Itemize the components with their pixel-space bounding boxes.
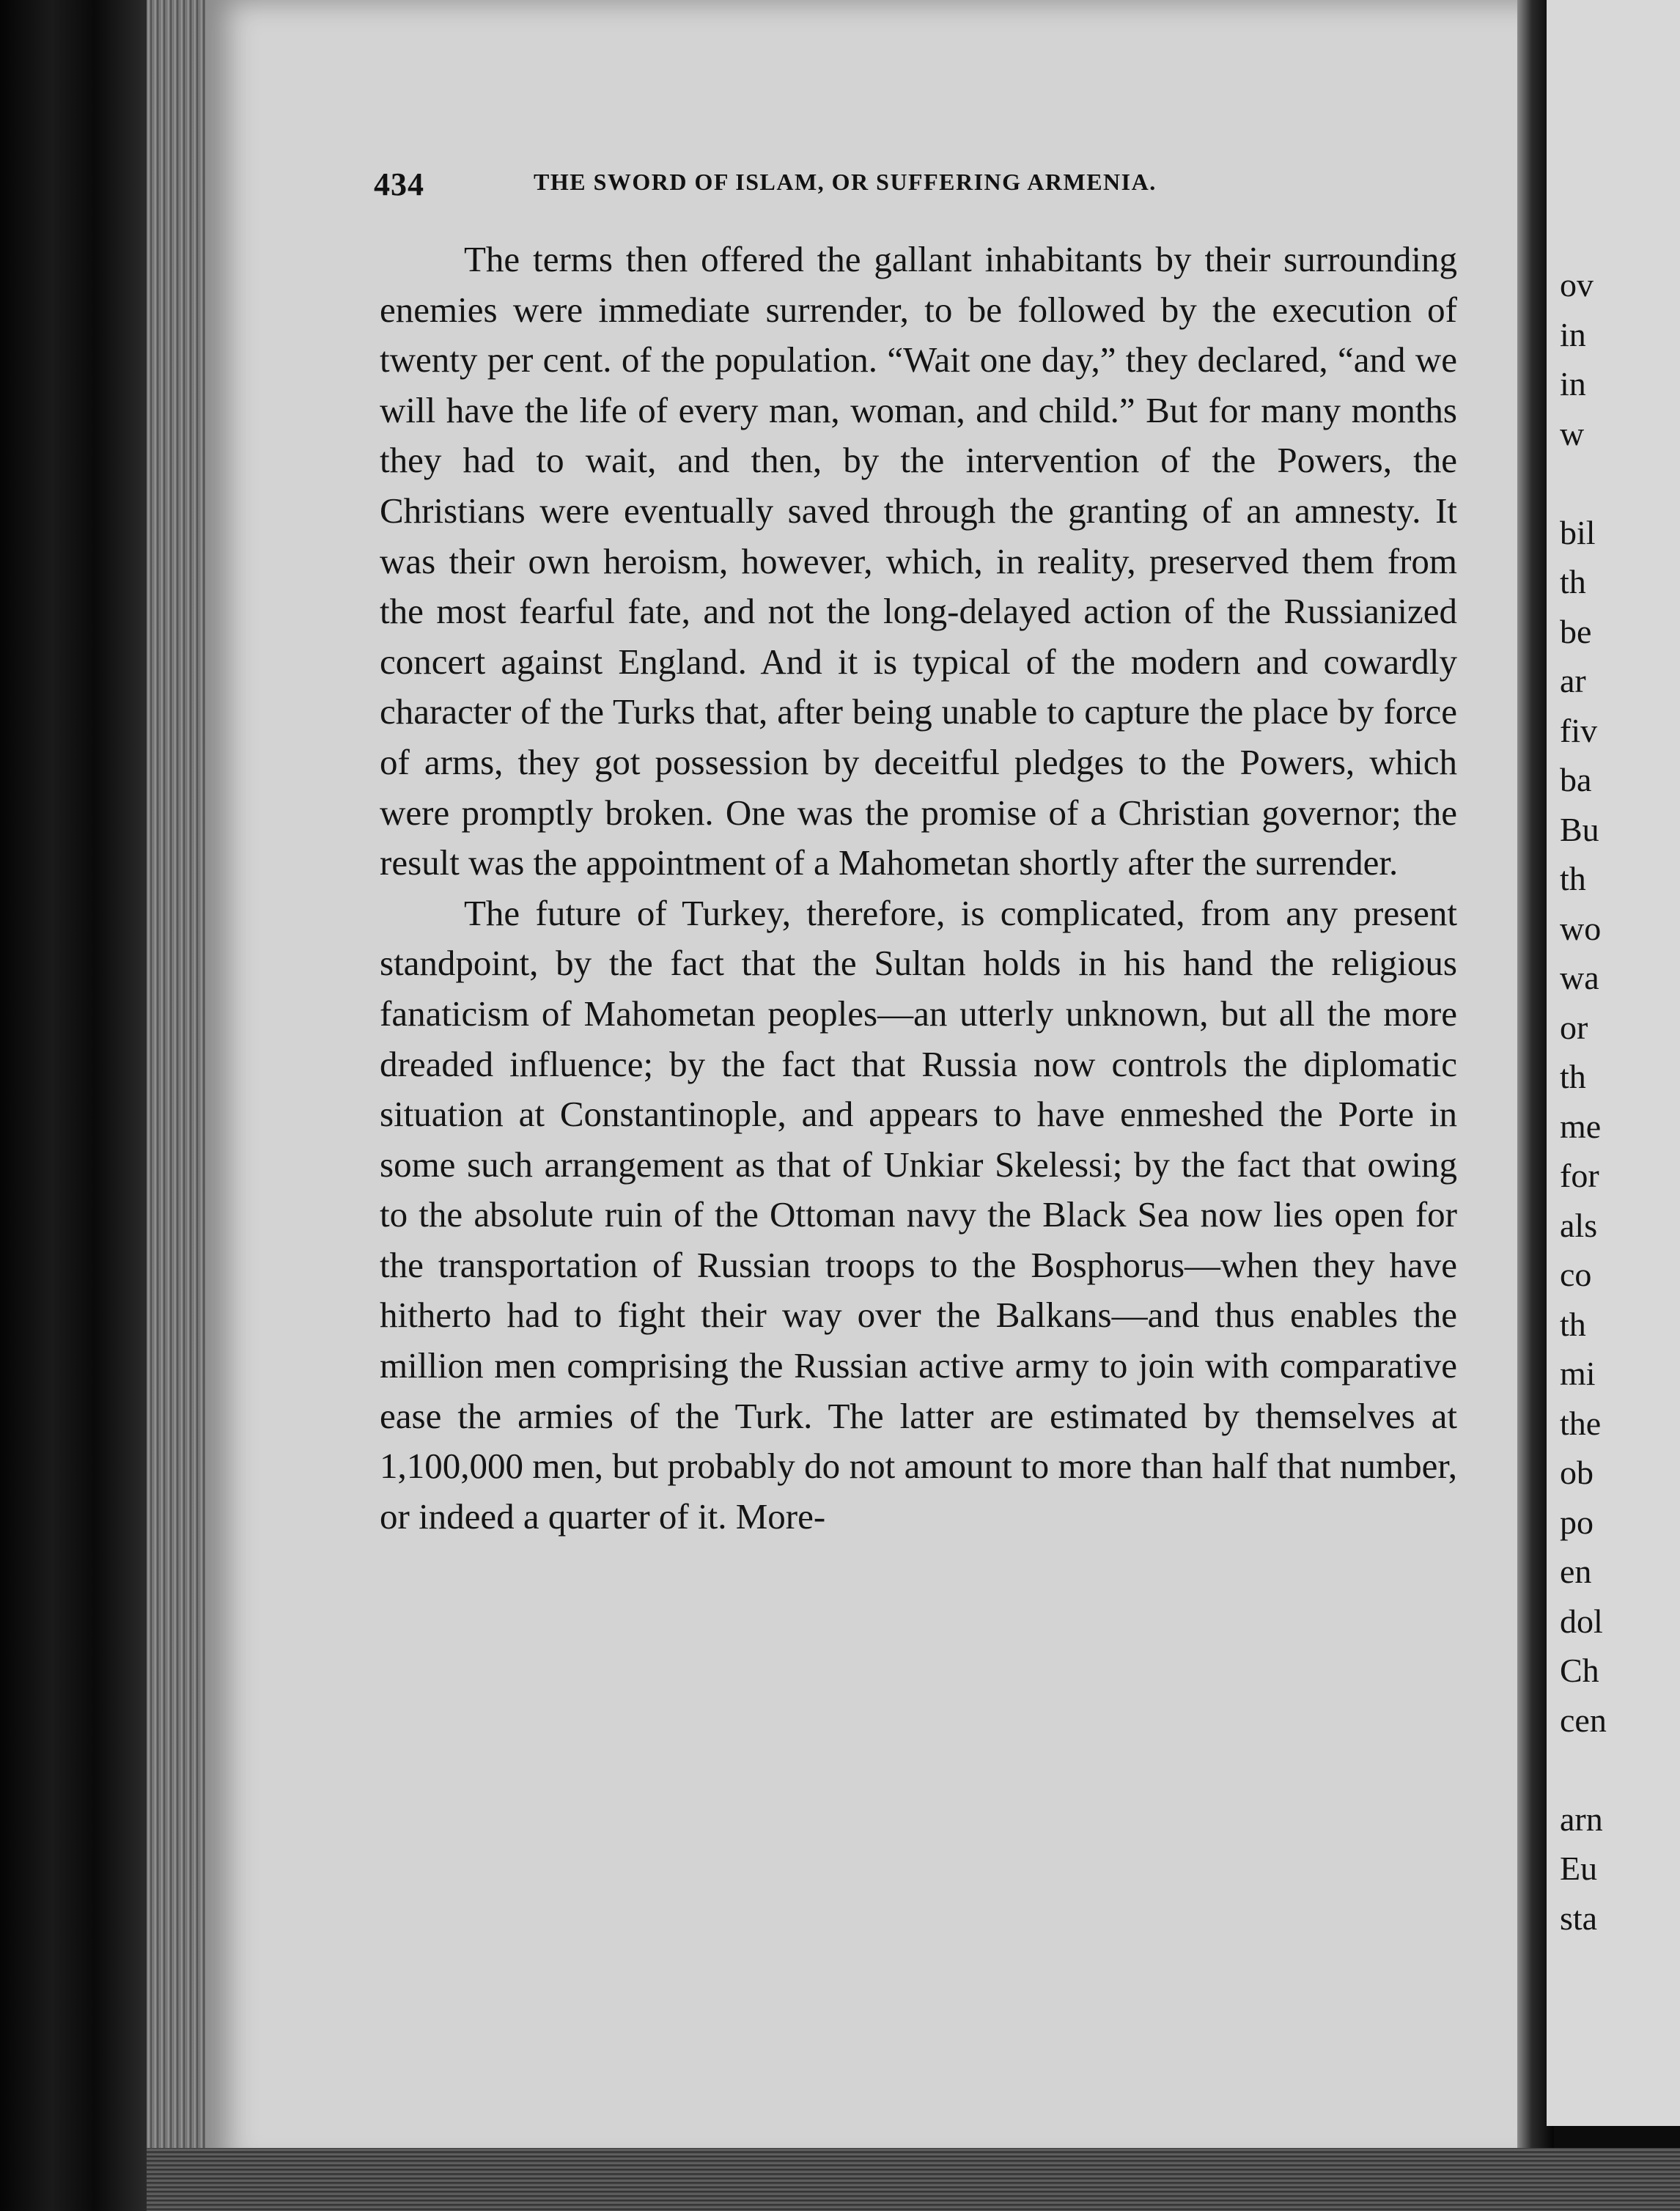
next-page-fragment: wa <box>1560 959 1599 996</box>
next-page-fragment: be <box>1560 612 1592 650</box>
next-page-fragment: als <box>1560 1206 1598 1244</box>
paragraph: The future of Turkey, therefore, is complicated, from any present standpoint, by the fact that the Sultan holds in his hand the religious fanaticism of Mahometan peoples—an utterly unknown, but all the more dreaded influence; by the fact that Russia now controls the diplomatic situation at Constantinople, and appears to have enmeshed the Porte in some such arrangement as that of Unkiar Skelessi; by the fact that owing to the absolute ruin of the Ottoman navy the Black Sea now lies open for the transportation of Russian troops to the Bosphorus—when they have hitherto had to fight their way over the Balkans—and thus enables the million men comprising the Russian active army to join with comparative ease the armies of the Turk. The latter are estimated by themselves at 1,100,000 men, but probably do not amount to more than half that number, or indeed a quarter of it. More- <box>380 892 1457 1537</box>
page-edges <box>147 0 213 2211</box>
next-page-fragment: Ch <box>1560 1652 1599 1689</box>
next-page-fragment: ba <box>1560 761 1592 798</box>
next-page-fragment: fiv <box>1560 711 1598 749</box>
next-page-fragment: in <box>1560 315 1586 353</box>
next-page-fragment: or <box>1560 1008 1588 1046</box>
body-text <box>380 235 1457 1542</box>
paragraph: The terms then offered the gallant inhabitants by their surrounding enemies were immediate surrender, to be followed by the execution of twenty per cent. of the population. “Wait one day,” they declared, “and we will have the life of every man, woman, and child.” But for many months they had to wait, and then, by the intervention of the Powers, the Christians were eventually saved through the granting of an amnesty. It was their own heroism, however, which, in reality, preserved them from the most fearful fate, and not the long-delayed action of the Russianized concert against England. And it is typical of the modern and cowardly character of the Turks that, after being unable to capture the place by force of arms, they got possession by deceitful pledges to the Powers, which were promptly broken. One was the promise of a Christian governor; the result was the appointment of a Mahometan shortly after the surrender. <box>380 239 1457 883</box>
next-page-fragment: ar <box>1560 662 1586 699</box>
bottom-page-edges <box>147 2148 1680 2211</box>
next-page-fragment: for <box>1560 1157 1599 1194</box>
next-page-fragment: th <box>1560 563 1586 600</box>
next-page-fragment <box>1560 458 1680 508</box>
running-title: THE SWORD OF ISLAM, OR SUFFERING ARMENIA. <box>534 169 1157 195</box>
next-page-fragment: po <box>1560 1503 1594 1541</box>
next-page-fragment: me <box>1560 1107 1602 1145</box>
next-page-fragment: ob <box>1560 1454 1594 1491</box>
running-head <box>374 161 1473 202</box>
next-page-fragment: Eu <box>1560 1850 1598 1887</box>
next-page-fragment: en <box>1560 1553 1592 1590</box>
next-page-fragment: sta <box>1560 1899 1598 1937</box>
next-page-fragment: th <box>1560 1305 1586 1343</box>
next-page-fragment: dol <box>1560 1602 1603 1640</box>
next-page-fragment: w <box>1560 414 1585 452</box>
next-page-fragment: bil <box>1560 513 1596 551</box>
next-page-fragment: th <box>1560 860 1586 897</box>
next-page-fragment: ov <box>1560 266 1594 303</box>
next-page-text-fragments <box>1560 260 1680 1943</box>
next-page-fragment: th <box>1560 1058 1586 1095</box>
next-page-fragment <box>1560 1745 1680 1795</box>
next-page-fragment: wo <box>1560 909 1602 947</box>
next-page-fragment: co <box>1560 1256 1592 1293</box>
next-page-fragment: mi <box>1560 1355 1596 1392</box>
next-page-fragment: in <box>1560 365 1586 402</box>
next-page-fragment: the <box>1560 1404 1602 1442</box>
next-page-fragment: cen <box>1560 1701 1607 1739</box>
next-page-fragment: arn <box>1560 1800 1603 1838</box>
page-number: 434 <box>374 166 424 202</box>
next-page-fragment: Bu <box>1560 810 1599 848</box>
